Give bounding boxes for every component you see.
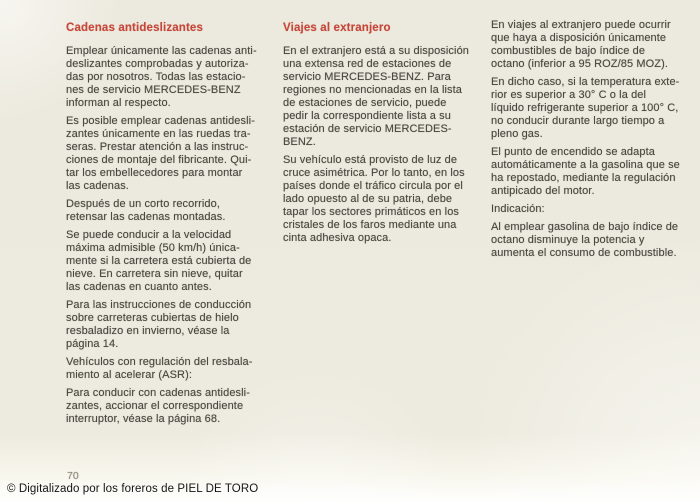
column-foreign-travel: [283, 22, 486, 250]
page-number: 70: [67, 470, 79, 482]
paragraph: Se puede conducir a la velocidad máxima admisible (50 km/h) única- mente si la carretera está cubierta de nieve. En carretera sin nieve, quitar las cadenas en cuanto antes.: [66, 229, 252, 293]
paragraph: El punto de encendido se adapta automáticamente a la gasolina que se ha repostado, mediante la regulación antipicado del motor.: [491, 146, 680, 197]
section-heading-foreign-travel: Viajes al extranjero: [283, 22, 391, 34]
paragraph: Es posible emplear cadenas antidesli- zantes únicamente en las ruedas tra- seras. Prestar atención a las instruc- ciones de montaje del fibricante. Qui- tar los embellecedores para montar las cadenas.: [66, 115, 255, 192]
paragraph: Al emplear gasolina de bajo índice de octano disminuye la potencia y aumenta el consumo de combustible.: [491, 221, 679, 259]
paragraph: Vehículos con regulación del resbala- miento al acelerar (ASR):: [66, 356, 253, 381]
paragraph: Indicación:: [491, 203, 545, 215]
paragraph: Emplear únicamente las cadenas anti- deslizantes comprobadas y autoriza- das por nosotros. Todas las estacio- nes de servicio MERCEDES-BENZ informan al respecto.: [66, 45, 257, 109]
paragraph: En viajes al extranjero puede ocurrir que haya a disposición únicamente combustibles de bajo índice de octano (inferior a 95 ROZ/85 MOZ).: [491, 19, 671, 70]
paragraph: Después de un corto recorrido, retensar las cadenas montadas.: [66, 198, 226, 223]
paragraph: Para conducir con cadenas antidesli- zantes, accionar el correspondiente interruptor, véase la página 68.: [66, 387, 250, 425]
column-snow-chains: [66, 22, 272, 431]
paragraph: En dicho caso, si la temperatura exte- rior es superior a 30° C o la del líquido refrigerante superior a 100° C, no conducir durante largo tiempo a pleno gas.: [491, 76, 680, 140]
digitization-credit: © Digitalizado por los foreros de PIEL DE TORO: [7, 483, 259, 495]
paragraph: Para las instrucciones de conducción sobre carreteras cubiertas de hielo resbaladizo en invierno, véase la página 14.: [66, 299, 252, 350]
paragraph: Su vehículo está provisto de luz de cruce asimétrica. Por lo tanto, en los países donde el tráfico circula por el lado opuesto al de su patria, debe tapar los sectores primáticos en los cristales de los faros mediante una cinta adhesiva opaca.: [283, 154, 465, 244]
paragraph: En el extranjero está a su disposición una extensa red de estaciones de servicio MERCEDES-BENZ. Para regiones no mencionadas en la lista de estaciones de servicio, puede pedir la correspondiente lista a su estación de servicio MERCEDES- BENZ.: [283, 45, 470, 148]
column-foreign-travel-continued: [491, 19, 696, 265]
section-heading-snow-chains: Cadenas antideslizantes: [66, 22, 204, 34]
